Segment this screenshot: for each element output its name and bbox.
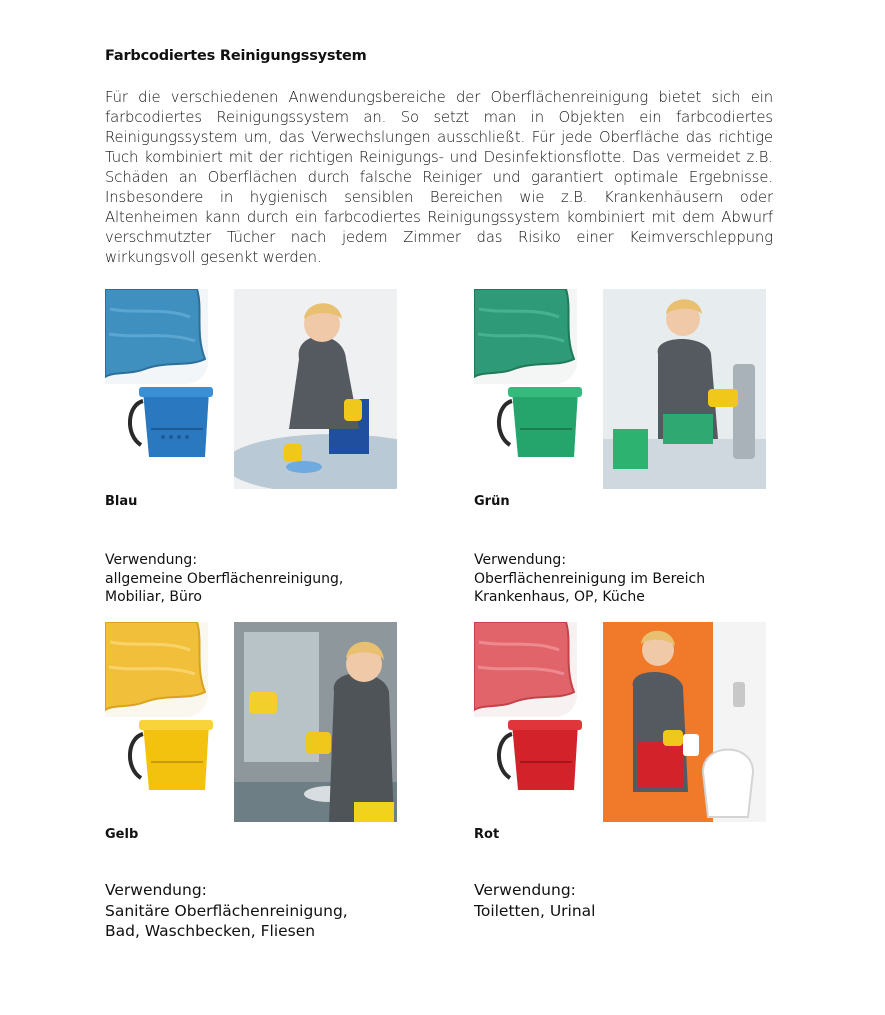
yellow-images [105, 622, 405, 822]
red-bucket-image [492, 718, 584, 798]
usage-line: Toiletten, Urinal [474, 901, 596, 920]
yellow-bucket-image [123, 718, 215, 798]
color-section-yellow [105, 622, 405, 940]
usage-green [474, 551, 705, 607]
usage-blue [105, 551, 343, 607]
blue-images [105, 289, 405, 489]
usage-line: Mobiliar, Büro [105, 589, 202, 605]
usage-line: Krankenhaus, OP, Küche [474, 589, 645, 605]
usage-heading: Verwendung: [474, 552, 567, 568]
green-usage-photo [603, 289, 766, 489]
usage-line: Sanitäre Oberflächenreinigung, [105, 901, 348, 920]
color-section-blue [105, 289, 405, 605]
intro-paragraph: Für die verschiedenen Anwendungsbereiche der Oberflächenreinigung bietet sich ein farbcodiertes Reinigungssystem an. So setzt man in Objekten ein farbcodiertes Reinigungssystem um, das Verwechslungen ausschließt. Für jede Oberfläche das richtige Tuch kombiniert mit der richtigen Reinigungs- und Desinfektionsflotte. Das vermeidet z.B. Schäden an Oberflächen durch falsche Reiniger und garantiert optimale Ergebnisse. Insbesondere in hygienisch sensiblen Bereichen wie z.B. Krankenhäusern oder Altenheimen kann durch ein farbcodiertes Reinigungssystem kombiniert mit dem Abwurf verschmutzter Tücher nach jedem Zimmer das Risiko einer Keimverschleppung wirkungsvoll gesenkt werden. [105, 89, 773, 266]
usage-yellow [105, 880, 348, 942]
usage-heading: Verwendung: [105, 552, 198, 568]
yellow-usage-photo [234, 622, 397, 822]
usage-heading: Verwendung: [474, 881, 576, 899]
usage-red [474, 880, 596, 921]
color-label-red: Rot [474, 827, 500, 842]
blue-usage-photo [234, 289, 397, 489]
color-section-red [474, 622, 774, 920]
page-title: Farbcodiertes Reinigungssystem [105, 48, 367, 64]
usage-heading: Verwendung: [105, 881, 207, 899]
color-label-green: Grün [474, 494, 510, 509]
green-cloth-image [474, 289, 577, 384]
green-bucket-image [492, 385, 584, 465]
color-section-green [474, 289, 774, 605]
color-label-yellow: Gelb [105, 827, 139, 842]
red-images [474, 622, 774, 822]
blue-cloth-image [105, 289, 208, 384]
usage-line: Oberflächenreinigung im Bereich [474, 570, 706, 587]
red-cloth-image [474, 622, 577, 717]
color-label-blue: Blau [105, 494, 138, 509]
usage-line: allgemeine Oberflächenreinigung, [105, 570, 344, 587]
usage-line: Bad, Waschbecken, Fliesen [105, 922, 316, 940]
yellow-cloth-image [105, 622, 208, 717]
blue-bucket-image [123, 385, 215, 465]
green-images [474, 289, 774, 489]
red-usage-photo [603, 622, 766, 822]
